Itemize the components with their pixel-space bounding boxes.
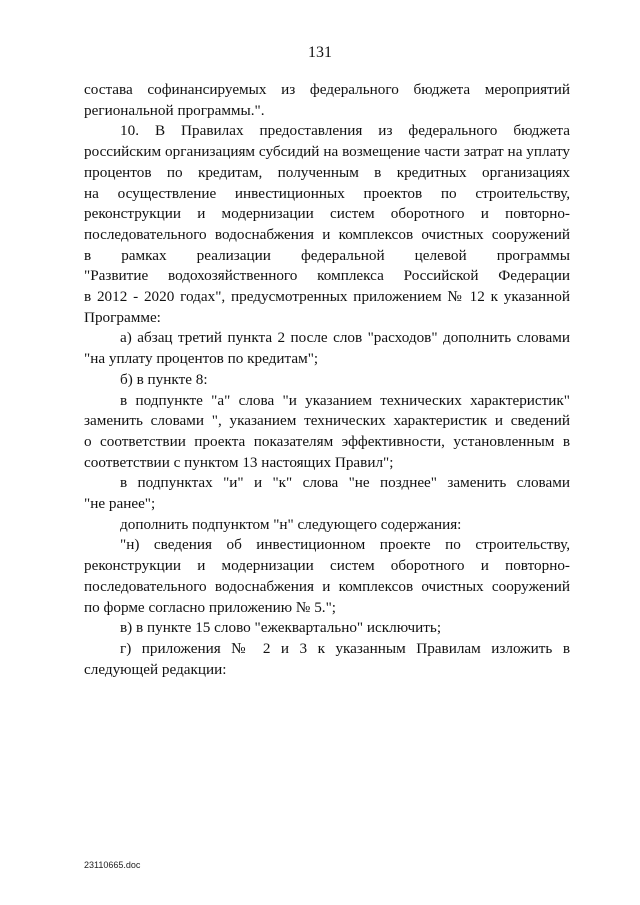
text-line: заменить словами ", указанием технических характеристик и сведений xyxy=(84,412,570,430)
text-line: о соответствии проекта показателям эффективности, установленным в xyxy=(84,432,570,450)
page-number: 131 xyxy=(308,44,332,61)
item-v: в) в пункте 15 слово "ежеквартально" исключить; xyxy=(120,619,442,637)
item-g: г) приложения № 2 и 3 к указанным Правилам изложить в xyxy=(120,639,570,657)
text-line: "Развитие водохозяйственного комплекса Российской Федерации xyxy=(84,267,570,285)
paragraph-10-heading: 10. В Правилах предоставления из федерального бюджета xyxy=(120,122,570,140)
document-body xyxy=(84,80,570,680)
text-line: реконструкции и модернизации систем оборотного и повторно- xyxy=(84,205,570,223)
item-a: а) абзац третий пункта 2 после слов "расходов" дополнить словами xyxy=(120,329,570,347)
text-line: в подпунктах "и" и "к" слова "не позднее" заменить словами xyxy=(120,474,570,492)
text-line: реконструкции и модернизации систем оборотного и повторно- xyxy=(84,557,570,575)
text-line: в подпункте "а" слова "и указанием технических характеристик" xyxy=(120,391,570,409)
text-line: последовательного водоснабжения и комплексов очистных сооружений xyxy=(84,577,570,595)
text-line: в рамках реализации федеральной целевой программы xyxy=(84,246,570,264)
text-line: Программе: xyxy=(84,308,161,326)
text-line: на осуществление инвестиционных проектов по строительству, xyxy=(84,184,570,202)
file-name-footer: 23110665.doc xyxy=(84,860,141,870)
item-b: б) в пункте 8: xyxy=(120,370,208,388)
text-line: следующей редакции: xyxy=(84,660,227,678)
text-line: в 2012 - 2020 годах", предусмотренных приложением № 12 к указанной xyxy=(84,288,570,306)
text-line: соответствии с пунктом 13 настоящих Правил"; xyxy=(84,453,394,471)
text-line: процентов по кредитам, полученным в кредитных организациях xyxy=(84,163,570,181)
text-line: "не ранее"; xyxy=(84,495,156,513)
text-line: "на уплату процентов по кредитам"; xyxy=(84,350,319,368)
text-line: состава софинансируемых из федерального бюджета мероприятий xyxy=(84,81,570,98)
text-line: по форме согласно приложению № 5."; xyxy=(84,598,337,616)
text-line: региональной программы.". xyxy=(84,101,265,119)
text-line: российским организациям субсидий на возмещение части затрат на уплату xyxy=(84,143,570,161)
text-line: последовательного водоснабжения и комплексов очистных сооружений xyxy=(84,225,570,243)
text-line: дополнить подпунктом "н" следующего содержания: xyxy=(120,515,462,533)
text-line: "н) сведения об инвестиционном проекте по строительству, xyxy=(120,536,570,554)
